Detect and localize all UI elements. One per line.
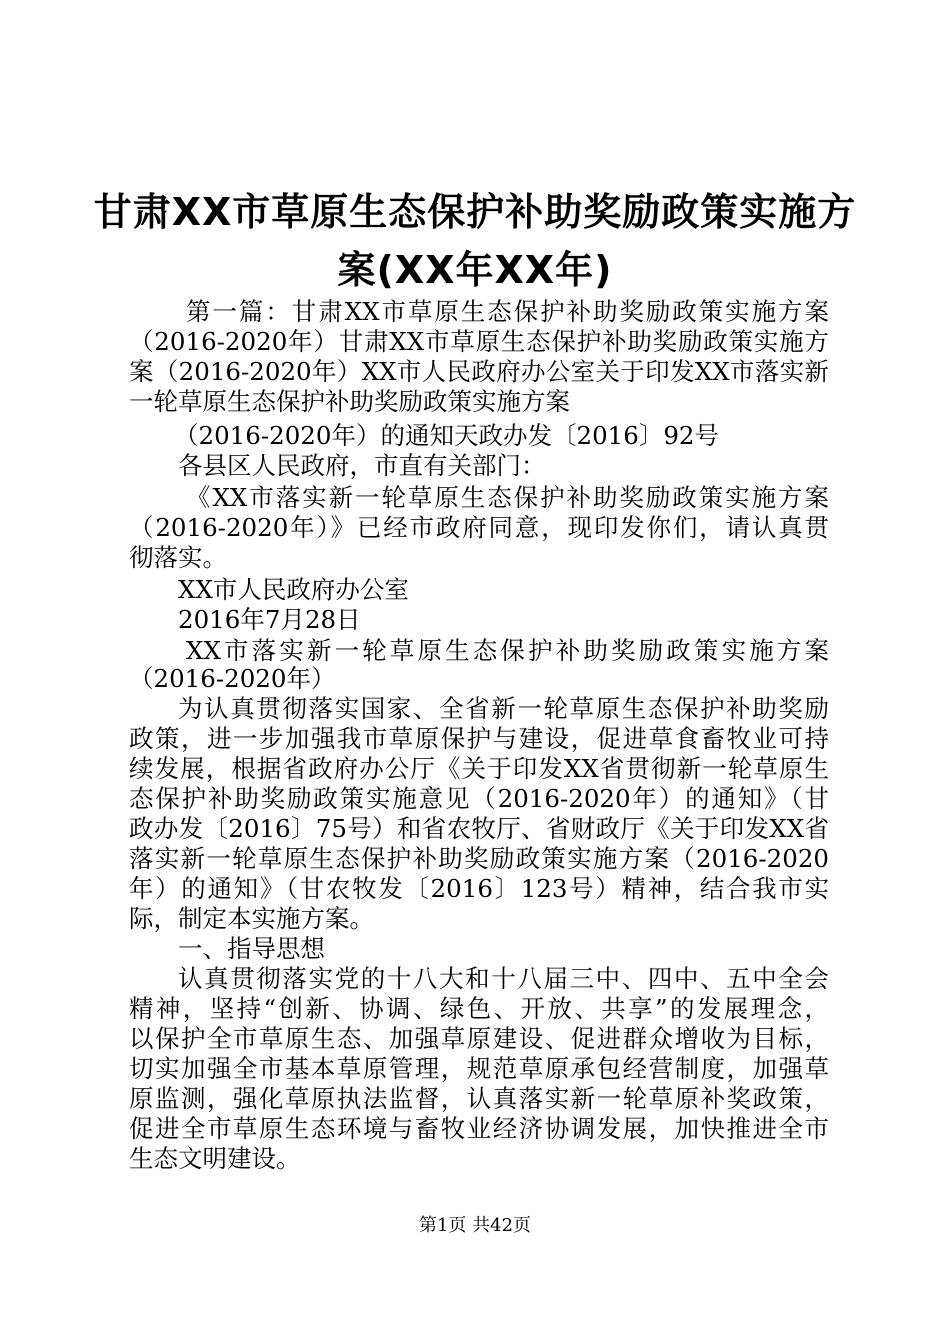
body-line: 政办发〔2016〕75号）和省农牧厅、省财政厅《关于印发XX省 [129, 814, 829, 843]
body-line: 生态文明建设。 [129, 1144, 301, 1173]
body-line: 案（2016-2020年）XX市人民政府办公室关于印发XX市落实新 [129, 357, 829, 386]
body-line: 落实新一轮草原生态保护补助奖励政策实施方案（2016-2020 [129, 844, 829, 873]
body-line: 一轮草原生态保护补助奖励政策实施方案 [129, 387, 570, 416]
body-line: （2016-2020年）甘肃XX市草原生态保护补助奖励政策实施方 [129, 327, 829, 356]
body-line: （2016-2020年） [129, 664, 336, 693]
body-line: 年）的通知》（甘农牧发〔2016〕123号）精神，结合我市实 [129, 874, 829, 903]
body-line: 原监测，强化草原执法监督，认真落实新一轮草原补奖政策， [129, 1084, 829, 1113]
body-line: 各县区人民政府，市直有关部门： [178, 451, 546, 480]
body-line: 为认真贯彻落实国家、全省新一轮草原生态保护补助奖励 [178, 694, 829, 723]
page-footer: 第1页 共42页 [418, 1215, 532, 1236]
body-line: 促进全市草原生态环境与畜牧业经济协调发展，加快推进全市 [129, 1114, 829, 1143]
body-line: （2016-2020年）的通知天政办发〔2016〕92号 [174, 421, 720, 450]
body-line: 彻落实。 [129, 543, 227, 572]
body-line: 政策，进一步加强我市草原保护与建设，促进草食畜牧业可持 [129, 724, 829, 753]
body-line: 以保护全市草原生态、加强草原建设、促进群众增收为目标， [129, 1024, 829, 1053]
body-line: 切实加强全市基本草原管理，规范草原承包经营制度，加强草 [129, 1054, 829, 1083]
body-line: 《XX市落实新一轮草原生态保护补助奖励政策实施方案 [186, 483, 829, 512]
body-line: 认真贯彻落实党的十八大和十八届三中、四中、五中全会 [178, 964, 829, 993]
section-heading: 一、指导思想 [178, 934, 325, 963]
body-line: 第一篇：甘肃XX市草原生态保护补助奖励政策实施方案 [186, 297, 829, 326]
document-title-line-1: 甘肃XX市草原生态保护补助奖励政策实施方 [93, 190, 857, 234]
body-line: 态保护补助奖励政策实施意见（2016-2020年）的通知》（甘 [129, 784, 829, 813]
body-line: 精神，坚持“创新、协调、绿色、开放、共享”的发展理念， [129, 994, 829, 1023]
body-line: XX市落实新一轮草原生态保护补助奖励政策实施方案 [186, 636, 829, 665]
body-line: （2016-2020年）》已经市政府同意，现印发你们，请认真贯 [129, 513, 829, 542]
body-line: XX市人民政府办公室 [178, 575, 409, 604]
body-line: 际，制定本实施方案。 [129, 904, 374, 933]
body-line: 续发展，根据省政府办公厅《关于印发XX省贯彻新一轮草原生 [129, 754, 829, 783]
body-line: 2016年7月28日 [178, 605, 361, 634]
document-title-line-2: 案(XX年XX年) [337, 248, 613, 292]
